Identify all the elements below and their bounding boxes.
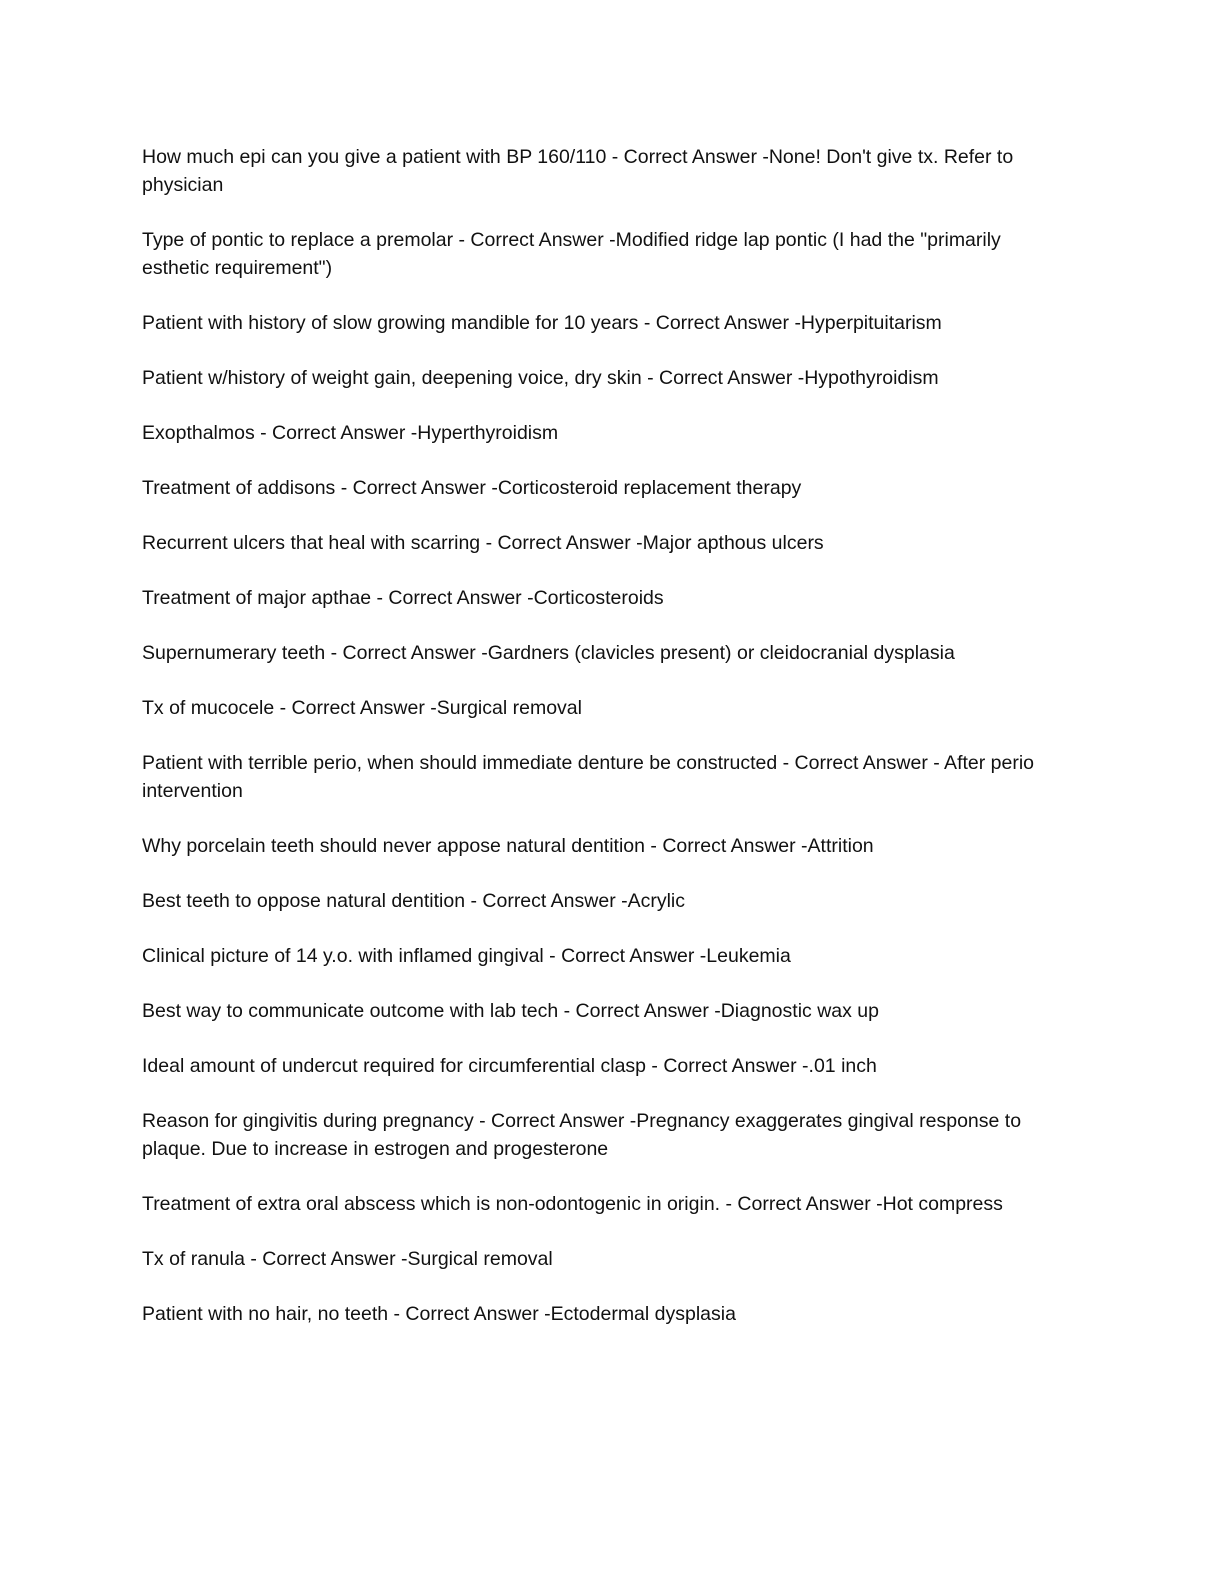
qa-item: Patient with history of slow growing mandible for 10 years - Correct Answer -Hyperpituitarism	[142, 312, 942, 334]
qa-item: Type of pontic to replace a premolar - Correct Answer -Modified ridge lap pontic (I had the "primarily esthetic requirement")	[142, 229, 1001, 279]
qa-item: How much epi can you give a patient with BP 160/110 - Correct Answer -None! Don't give tx. Refer to physician	[142, 146, 1014, 196]
qa-item: Treatment of addisons - Correct Answer -Corticosteroid replacement therapy	[142, 477, 802, 499]
qa-item: Patient with terrible perio, when should immediate denture be constructed - Correct Answer - After perio intervention	[142, 752, 1035, 802]
qa-item: Patient with no hair, no teeth - Correct Answer -Ectodermal dysplasia	[142, 1303, 736, 1325]
qa-item: Clinical picture of 14 y.o. with inflamed gingival - Correct Answer -Leukemia	[142, 945, 791, 967]
qa-item: Best way to communicate outcome with lab tech - Correct Answer -Diagnostic wax up	[142, 1000, 879, 1022]
qa-item: Supernumerary teeth - Correct Answer -Gardners (clavicles present) or cleidocranial dysplasia	[142, 642, 955, 664]
qa-item: Exopthalmos - Correct Answer -Hyperthyroidism	[142, 422, 559, 444]
qa-list	[142, 143, 1062, 1355]
qa-item: Recurrent ulcers that heal with scarring - Correct Answer -Major apthous ulcers	[142, 532, 824, 554]
qa-item: Best teeth to oppose natural dentition - Correct Answer -Acrylic	[142, 890, 686, 912]
qa-item: Treatment of major apthae - Correct Answer -Corticosteroids	[142, 587, 664, 609]
qa-item: Treatment of extra oral abscess which is non-odontogenic in origin. - Correct Answer -Hot compress	[142, 1193, 1003, 1215]
qa-item: Ideal amount of undercut required for circumferential clasp - Correct Answer -.01 inch	[142, 1055, 877, 1077]
qa-item: Tx of ranula - Correct Answer -Surgical removal	[142, 1248, 553, 1270]
qa-item: Patient w/history of weight gain, deepening voice, dry skin - Correct Answer -Hypothyroidism	[142, 367, 939, 389]
qa-item: Reason for gingivitis during pregnancy - Correct Answer -Pregnancy exaggerates gingival response to plaque. Due to increase in estrogen and progesterone	[142, 1110, 1022, 1160]
qa-item: Why porcelain teeth should never appose natural dentition - Correct Answer -Attrition	[142, 835, 874, 857]
qa-item: Tx of mucocele - Correct Answer -Surgical removal	[142, 697, 582, 719]
